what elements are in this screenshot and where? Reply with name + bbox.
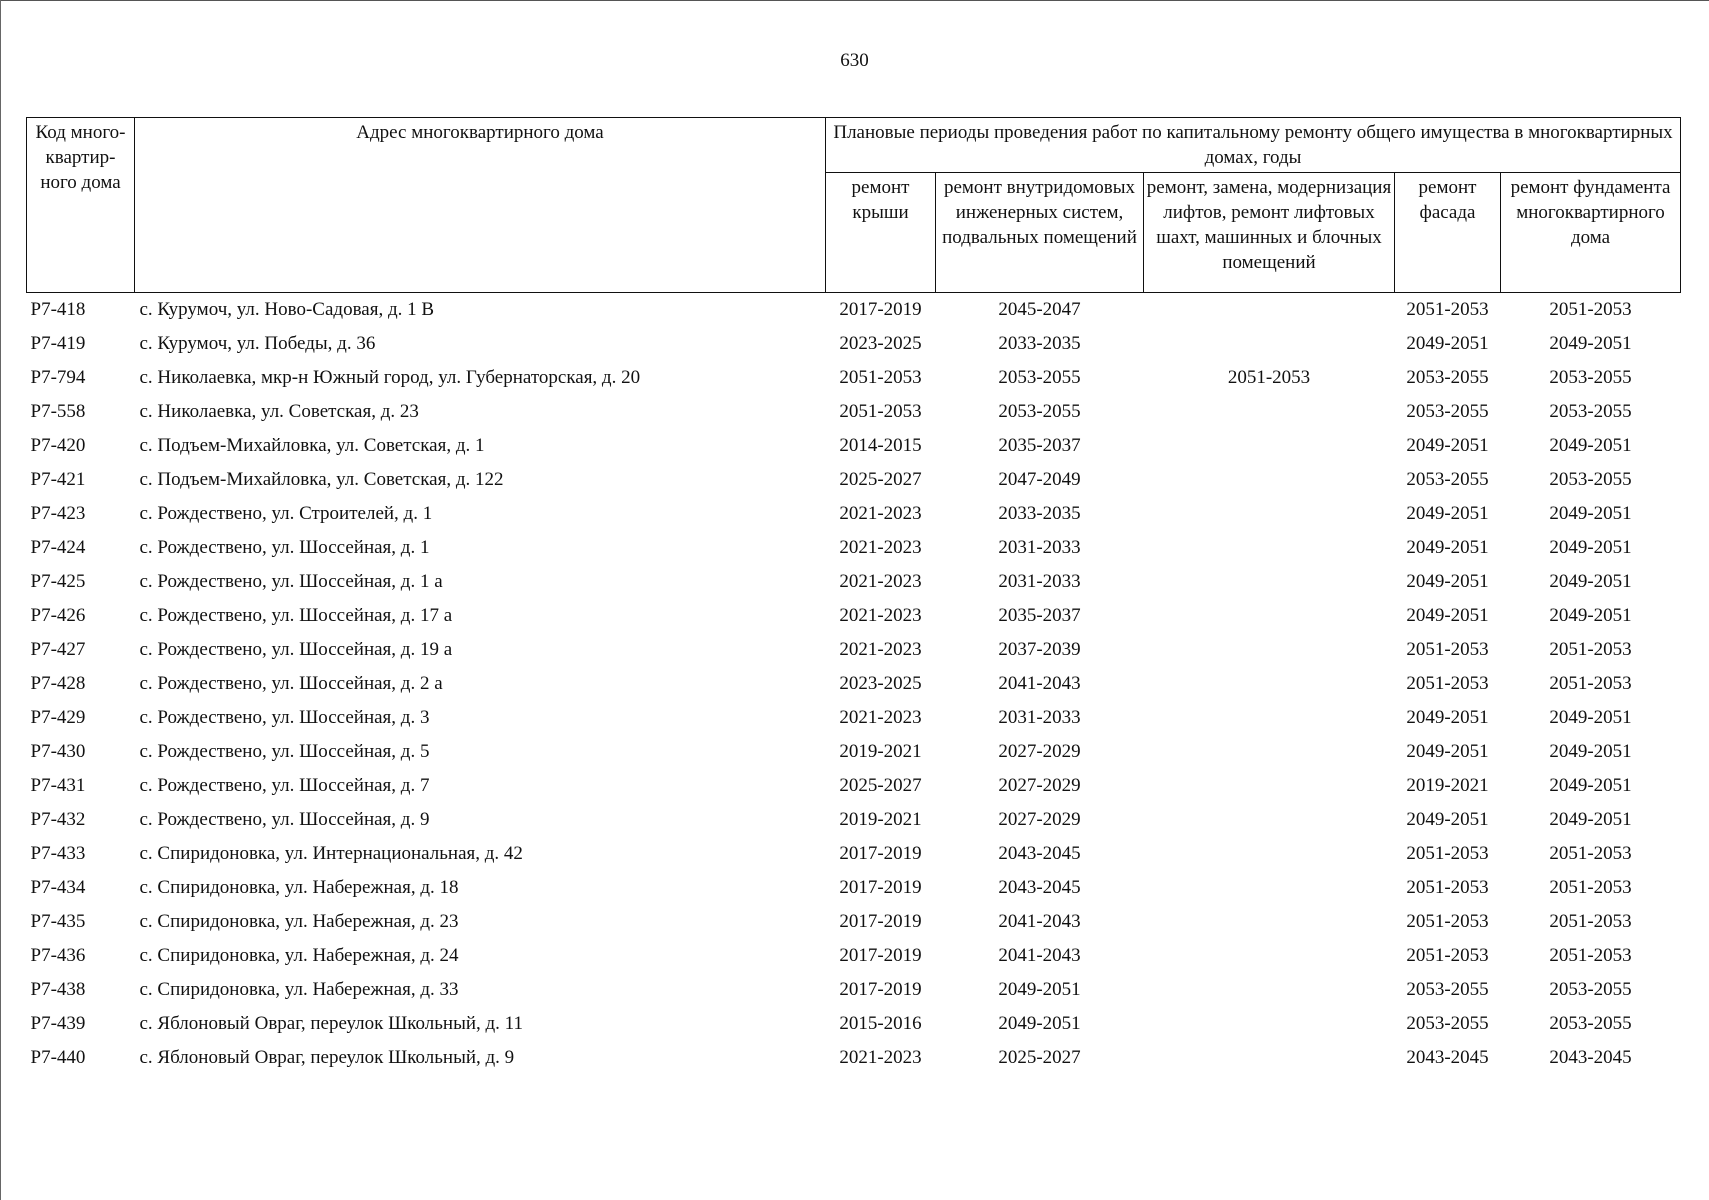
- row-foundation-period: 2051-2053: [1549, 673, 1632, 694]
- page-frame-top: [0, 0, 1709, 1]
- row-code: Р7-432: [30, 809, 86, 830]
- row-roof-period: 2025-2027: [839, 469, 922, 490]
- table-row: [27, 1007, 1681, 1041]
- row-lift-period: [1144, 497, 1395, 531]
- row-roof-period: 2014-2015: [839, 435, 922, 456]
- row-lift-period: [1144, 395, 1395, 429]
- header-roof: ремонт крыши: [826, 173, 936, 293]
- row-engineering-period: 2041-2043: [998, 911, 1081, 932]
- row-facade-period: 2049-2051: [1406, 333, 1489, 354]
- row-foundation-period: 2053-2055: [1549, 979, 1632, 1000]
- row-roof-period: 2015-2016: [839, 1013, 922, 1034]
- row-foundation-period: 2049-2051: [1549, 707, 1632, 728]
- row-foundation-period: 2043-2045: [1549, 1047, 1632, 1068]
- row-engineering-period: 2031-2033: [998, 571, 1081, 592]
- row-address: с. Спиридоновка, ул. Набережная, д. 24: [139, 945, 459, 966]
- table-row: [27, 735, 1681, 769]
- row-address: с. Николаевка, ул. Советская, д. 23: [139, 401, 419, 422]
- row-lift-period: [1144, 1041, 1395, 1075]
- row-roof-period: 2019-2021: [839, 809, 922, 830]
- row-facade-period: 2049-2051: [1406, 707, 1489, 728]
- table-row: [27, 293, 1681, 328]
- header-engineering: ремонт внутридомовых инженерных систем, подвальных помещений: [936, 173, 1144, 293]
- row-address: с. Яблоновый Овраг, переулок Школьный, д. 9: [139, 1047, 515, 1068]
- row-address: с. Рождествено, ул. Шоссейная, д. 9: [139, 809, 430, 830]
- row-facade-period: 2053-2055: [1406, 979, 1489, 1000]
- row-foundation-period: 2049-2051: [1549, 537, 1632, 558]
- row-roof-period: 2023-2025: [839, 673, 922, 694]
- row-roof-period: 2017-2019: [839, 843, 922, 864]
- row-code: Р7-558: [30, 401, 86, 422]
- row-engineering-period: 2027-2029: [998, 741, 1081, 762]
- header-foundation: ремонт фундамента многоквартирного дома: [1501, 173, 1681, 293]
- row-foundation-period: 2049-2051: [1549, 741, 1632, 762]
- row-facade-period: 2053-2055: [1406, 1013, 1489, 1034]
- row-lift-period: [1144, 905, 1395, 939]
- row-lift-period: [1144, 531, 1395, 565]
- row-lift-period: [1144, 939, 1395, 973]
- row-lift-period: 2051-2053: [1227, 367, 1311, 388]
- row-address: с. Курумоч, ул. Победы, д. 36: [139, 333, 376, 354]
- row-address: с. Курумоч, ул. Ново-Садовая, д. 1 В: [139, 299, 435, 320]
- row-engineering-period: 2035-2037: [998, 435, 1081, 456]
- row-lift-period: [1144, 429, 1395, 463]
- row-engineering-period: 2033-2035: [998, 333, 1081, 354]
- row-address: с. Рождествено, ул. Шоссейная, д. 19 а: [139, 639, 453, 660]
- row-facade-period: 2051-2053: [1406, 911, 1489, 932]
- row-facade-period: 2053-2055: [1406, 469, 1489, 490]
- row-facade-period: 2051-2053: [1406, 673, 1489, 694]
- row-code: Р7-430: [30, 741, 86, 762]
- row-lift-period: [1144, 327, 1395, 361]
- row-address: с. Спиридоновка, ул. Набережная, д. 18: [139, 877, 459, 898]
- row-roof-period: 2023-2025: [839, 333, 922, 354]
- row-code: Р7-438: [30, 979, 86, 1000]
- row-facade-period: 2049-2051: [1406, 503, 1489, 524]
- row-facade-period: 2053-2055: [1406, 401, 1489, 422]
- row-facade-period: 2051-2053: [1406, 877, 1489, 898]
- row-address: с. Николаевка, мкр-н Южный город, ул. Губернаторская, д. 20: [139, 367, 641, 388]
- row-foundation-period: 2051-2053: [1549, 843, 1632, 864]
- row-code: Р7-427: [30, 639, 86, 660]
- row-address: с. Подъем-Михайловка, ул. Советская, д. 122: [139, 469, 504, 490]
- row-lift-period: [1144, 973, 1395, 1007]
- row-lift-period: [1144, 769, 1395, 803]
- row-roof-period: 2019-2021: [839, 741, 922, 762]
- row-lift-period: [1144, 803, 1395, 837]
- row-code: Р7-419: [30, 333, 86, 354]
- row-address: с. Яблоновый Овраг, переулок Школьный, д. 11: [139, 1013, 523, 1034]
- row-lift-period: [1144, 463, 1395, 497]
- row-foundation-period: 2049-2051: [1549, 571, 1632, 592]
- row-engineering-period: 2025-2027: [998, 1047, 1081, 1068]
- row-address: с. Рождествено, ул. Шоссейная, д. 5: [139, 741, 430, 762]
- table-row: [27, 667, 1681, 701]
- table-row: [27, 463, 1681, 497]
- header-address: Адрес многоквартирного дома: [135, 118, 826, 293]
- row-engineering-period: 2053-2055: [998, 401, 1081, 422]
- row-code: Р7-425: [30, 571, 86, 592]
- row-engineering-period: 2049-2051: [998, 979, 1081, 1000]
- row-facade-period: 2049-2051: [1406, 537, 1489, 558]
- row-roof-period: 2025-2027: [839, 775, 922, 796]
- header-code: Код много-квартир-ного дома: [27, 118, 135, 293]
- row-address: с. Рождествено, ул. Шоссейная, д. 7: [139, 775, 430, 796]
- table-row: [27, 1041, 1681, 1075]
- row-lift-period: [1144, 1007, 1395, 1041]
- row-facade-period: 2049-2051: [1406, 809, 1489, 830]
- row-engineering-period: 2043-2045: [998, 843, 1081, 864]
- row-code: Р7-440: [30, 1047, 86, 1068]
- row-foundation-period: 2051-2053: [1549, 877, 1632, 898]
- row-code: Р7-429: [30, 707, 86, 728]
- header-lifts: ремонт, замена, модернизация лифтов, ремонт лифтовых шахт, машинных и блочных помещений: [1144, 173, 1395, 293]
- row-lift-period: [1144, 837, 1395, 871]
- row-engineering-period: 2031-2033: [998, 537, 1081, 558]
- row-facade-period: 2049-2051: [1406, 741, 1489, 762]
- row-foundation-period: 2051-2053: [1549, 945, 1632, 966]
- row-code: Р7-434: [30, 877, 86, 898]
- table-row: [27, 531, 1681, 565]
- row-roof-period: 2017-2019: [839, 945, 922, 966]
- row-code: Р7-421: [30, 469, 86, 490]
- table-row: [27, 871, 1681, 905]
- row-foundation-period: 2049-2051: [1549, 503, 1632, 524]
- table-row: [27, 429, 1681, 463]
- row-roof-period: 2021-2023: [839, 605, 922, 626]
- row-engineering-period: 2047-2049: [998, 469, 1081, 490]
- row-foundation-period: 2049-2051: [1549, 435, 1632, 456]
- row-address: с. Рождествено, ул. Строителей, д. 1: [139, 503, 433, 524]
- table-row: [27, 633, 1681, 667]
- row-code: Р7-424: [30, 537, 86, 558]
- header-facade: ремонт фасада: [1395, 173, 1501, 293]
- row-foundation-period: 2053-2055: [1549, 469, 1632, 490]
- row-address: с. Спиридоновка, ул. Набережная, д. 23: [139, 911, 459, 932]
- row-facade-period: 2049-2051: [1406, 571, 1489, 592]
- row-facade-period: 2051-2053: [1406, 639, 1489, 660]
- row-address: с. Спиридоновка, ул. Набережная, д. 33: [139, 979, 459, 1000]
- row-engineering-period: 2045-2047: [998, 299, 1081, 320]
- table-row: [27, 701, 1681, 735]
- row-engineering-period: 2053-2055: [998, 367, 1081, 388]
- table-row: [27, 905, 1681, 939]
- row-lift-period: [1144, 667, 1395, 701]
- row-roof-period: 2051-2053: [839, 401, 922, 422]
- row-lift-period: [1144, 871, 1395, 905]
- table-row: [27, 395, 1681, 429]
- row-foundation-period: 2049-2051: [1549, 333, 1632, 354]
- row-lift-period: [1144, 599, 1395, 633]
- table-row: [27, 327, 1681, 361]
- row-roof-period: 2021-2023: [839, 707, 922, 728]
- row-code: Р7-428: [30, 673, 86, 694]
- document-sheet: [26, 117, 1680, 1075]
- row-engineering-period: 2027-2029: [998, 809, 1081, 830]
- row-roof-period: 2021-2023: [839, 503, 922, 524]
- row-roof-period: 2021-2023: [839, 1047, 922, 1068]
- row-facade-period: 2051-2053: [1406, 843, 1489, 864]
- row-facade-period: 2049-2051: [1406, 605, 1489, 626]
- row-facade-period: 2051-2053: [1406, 945, 1489, 966]
- table-row: [27, 361, 1681, 395]
- table-body: [27, 293, 1681, 1076]
- row-foundation-period: 2053-2055: [1549, 1013, 1632, 1034]
- row-foundation-period: 2051-2053: [1549, 299, 1632, 320]
- table-row: [27, 973, 1681, 1007]
- row-address: с. Подъем-Михайловка, ул. Советская, д. 1: [139, 435, 485, 456]
- table-row: [27, 497, 1681, 531]
- table-row: [27, 565, 1681, 599]
- table-row: [27, 837, 1681, 871]
- row-lift-period: [1144, 565, 1395, 599]
- row-code: Р7-436: [30, 945, 86, 966]
- row-roof-period: 2021-2023: [839, 639, 922, 660]
- row-address: с. Рождествено, ул. Шоссейная, д. 1: [139, 537, 430, 558]
- row-facade-period: 2053-2055: [1406, 367, 1489, 388]
- table-header: [27, 118, 1681, 293]
- row-address: с. Рождествено, ул. Шоссейная, д. 3: [139, 707, 430, 728]
- row-engineering-period: 2027-2029: [998, 775, 1081, 796]
- row-address: с. Рождествено, ул. Шоссейная, д. 2 а: [139, 673, 443, 694]
- row-engineering-period: 2035-2037: [998, 605, 1081, 626]
- row-engineering-period: 2049-2051: [998, 1013, 1081, 1034]
- page-number: 630: [840, 50, 869, 71]
- row-lift-period: [1144, 293, 1395, 328]
- row-code: Р7-420: [30, 435, 86, 456]
- row-foundation-period: 2049-2051: [1549, 775, 1632, 796]
- table-row: [27, 599, 1681, 633]
- row-code: Р7-439: [30, 1013, 86, 1034]
- row-code: Р7-431: [30, 775, 86, 796]
- row-lift-period: [1144, 633, 1395, 667]
- page-frame-left: [0, 0, 1, 1200]
- repair-schedule-table: [26, 117, 1681, 1075]
- row-code: Р7-423: [30, 503, 86, 524]
- row-engineering-period: 2031-2033: [998, 707, 1081, 728]
- row-facade-period: 2049-2051: [1406, 435, 1489, 456]
- row-code: Р7-433: [30, 843, 86, 864]
- row-roof-period: 2021-2023: [839, 571, 922, 592]
- row-foundation-period: 2049-2051: [1549, 605, 1632, 626]
- row-facade-period: 2051-2053: [1406, 299, 1489, 320]
- table-row: [27, 803, 1681, 837]
- row-address: с. Рождествено, ул. Шоссейная, д. 17 а: [139, 605, 453, 626]
- row-roof-period: 2017-2019: [839, 877, 922, 898]
- header-periods: Плановые периоды проведения работ по капитальному ремонту общего имущества в многоквартирных домах, годы: [826, 118, 1681, 173]
- table-row: [27, 769, 1681, 803]
- row-engineering-period: 2043-2045: [998, 877, 1081, 898]
- row-lift-period: [1144, 701, 1395, 735]
- row-roof-period: 2017-2019: [839, 299, 922, 320]
- row-facade-period: 2043-2045: [1406, 1047, 1489, 1068]
- row-code: Р7-426: [30, 605, 86, 626]
- row-roof-period: 2017-2019: [839, 979, 922, 1000]
- row-roof-period: 2017-2019: [839, 911, 922, 932]
- row-roof-period: 2051-2053: [839, 367, 922, 388]
- row-address: с. Спиридоновка, ул. Интернациональная, д. 42: [139, 843, 523, 864]
- row-address: с. Рождествено, ул. Шоссейная, д. 1 а: [139, 571, 443, 592]
- row-foundation-period: 2053-2055: [1549, 367, 1632, 388]
- row-foundation-period: 2051-2053: [1549, 639, 1632, 660]
- row-foundation-period: 2049-2051: [1549, 809, 1632, 830]
- row-engineering-period: 2041-2043: [998, 673, 1081, 694]
- table-row: [27, 939, 1681, 973]
- row-engineering-period: 2033-2035: [998, 503, 1081, 524]
- row-engineering-period: 2037-2039: [998, 639, 1081, 660]
- row-engineering-period: 2041-2043: [998, 945, 1081, 966]
- row-foundation-period: 2051-2053: [1549, 911, 1632, 932]
- row-foundation-period: 2053-2055: [1549, 401, 1632, 422]
- row-roof-period: 2021-2023: [839, 537, 922, 558]
- row-lift-period: [1144, 735, 1395, 769]
- row-code: Р7-418: [30, 299, 86, 320]
- row-code: Р7-435: [30, 911, 86, 932]
- row-facade-period: 2019-2021: [1406, 775, 1489, 796]
- row-code: Р7-794: [30, 367, 86, 388]
